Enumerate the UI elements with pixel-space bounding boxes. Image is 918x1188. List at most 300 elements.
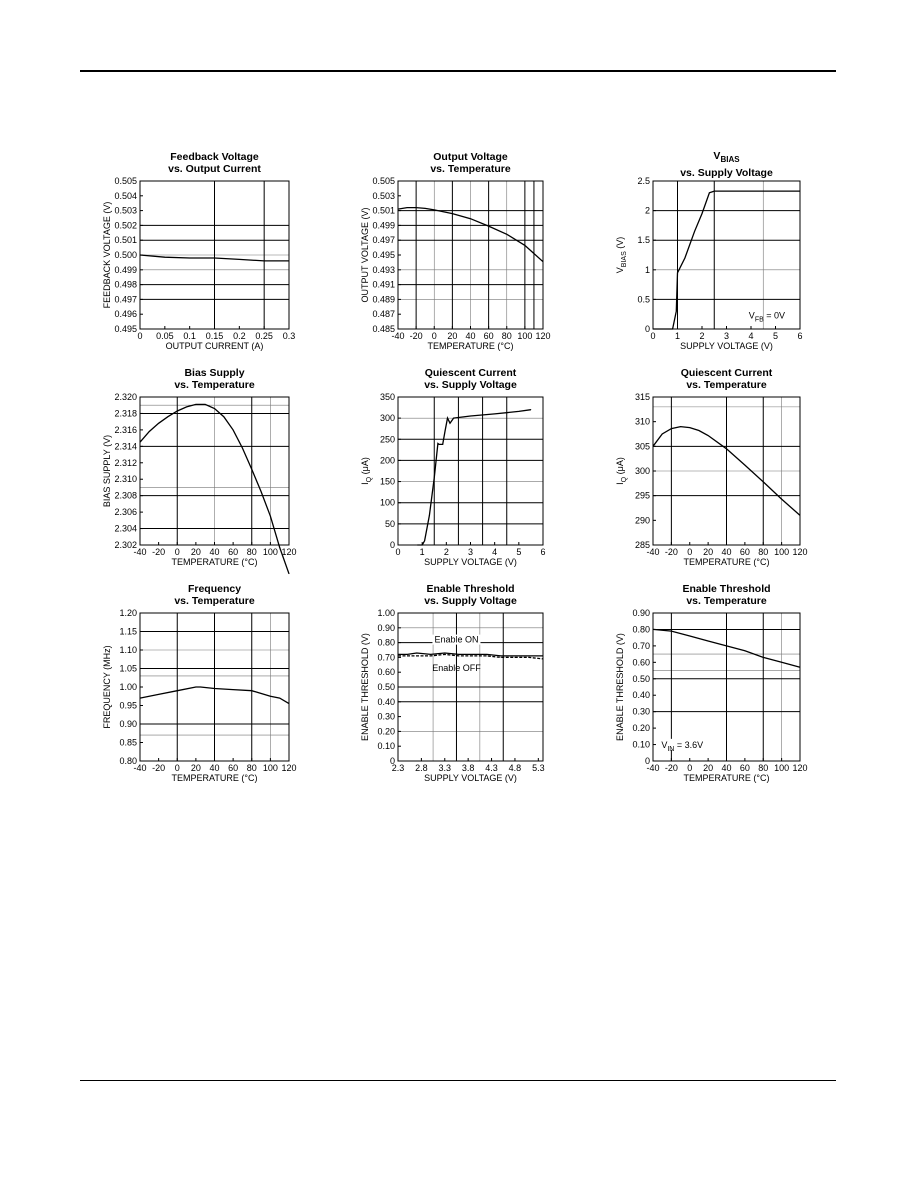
data-point [223, 416, 224, 417]
chart-title [713, 150, 740, 164]
chart-subtitle: vs. Temperature [686, 379, 767, 391]
data-point [653, 446, 654, 447]
chart-annotation-part-0: V [661, 739, 668, 750]
y-tick-label: 300 [379, 413, 395, 424]
x-axis-label: TEMPERATURE (°C) [683, 773, 770, 783]
y-tick-label: 2 [644, 205, 650, 216]
y-tick-label: 0 [389, 540, 395, 550]
data-point [140, 442, 141, 443]
y-axis-label [615, 457, 628, 485]
x-tick-label: 100 [262, 547, 278, 557]
data-point [430, 654, 431, 655]
x-tick-label: 20 [703, 763, 714, 773]
y-axis-label: OUTPUT VOLTAGE (V) [360, 207, 370, 303]
x-tick-label: 0.2 [233, 331, 246, 341]
data-point [264, 261, 265, 262]
data-point [488, 226, 489, 227]
data-point [242, 448, 243, 449]
data-point [434, 209, 435, 210]
data-point [168, 416, 169, 417]
x-tick-label: 100 [262, 763, 278, 773]
data-point [450, 423, 451, 424]
y-axis-label [360, 457, 373, 485]
data-point [442, 444, 443, 445]
data-point [515, 657, 516, 658]
y-tick-label: 2.304 [114, 523, 137, 534]
plot-frame [398, 397, 543, 545]
data-point [653, 329, 654, 330]
data-point [279, 698, 280, 699]
y-axis-label-part-0: I [360, 482, 370, 485]
chart-title: Feedback Voltage [170, 151, 259, 163]
x-tick-label: 0 [137, 331, 143, 341]
chart-subtitle: vs. Output Current [168, 163, 261, 175]
y-axis-label-part-1: BIAS [621, 251, 628, 268]
data-point [708, 641, 709, 642]
chart-en-vs-temp [615, 583, 808, 783]
y-tick-label: 295 [634, 490, 650, 501]
data-point [189, 258, 190, 259]
data-point [177, 690, 178, 691]
y-tick-label: 1.5 [637, 235, 650, 246]
x-tick-label: 5.3 [532, 763, 545, 773]
y-tick-label: 2.316 [114, 424, 137, 435]
x-tick-label: 120 [281, 547, 297, 557]
data-point [671, 428, 672, 429]
chart-annotation-part-0: V [748, 310, 755, 321]
y-tick-label: 0.497 [372, 235, 395, 246]
data-point [444, 654, 445, 655]
y-axis-label-part-2: (V) [615, 236, 625, 252]
y-tick-label: 2.318 [114, 408, 137, 419]
y-axis-label-part-2: (μA) [360, 457, 370, 477]
data-point [214, 258, 215, 259]
x-axis-label: SUPPLY VOLTAGE (V) [424, 773, 517, 783]
x-tick-label: 80 [758, 547, 769, 557]
y-tick-label: 0.40 [377, 696, 395, 707]
y-tick-label: 305 [634, 441, 650, 452]
data-point [270, 696, 271, 697]
y-tick-label: 2.308 [114, 490, 137, 501]
x-tick-label: 20 [190, 763, 201, 773]
chart-iq-vs-temp [615, 367, 808, 567]
x-tick-label: 100 [774, 763, 790, 773]
data-point [529, 656, 530, 657]
data-point [529, 657, 530, 658]
x-tick-label: 40 [465, 331, 476, 341]
x-tick-label: -20 [664, 763, 678, 773]
chart-title-base: V [713, 150, 721, 162]
chart-title: Quiescent Current [424, 367, 517, 379]
x-tick-label: 0 [174, 547, 180, 557]
x-tick-label: -40 [133, 547, 147, 557]
data-point [289, 261, 290, 262]
chart-subtitle: vs. Supply Voltage [424, 595, 517, 607]
x-tick-label: 120 [535, 331, 551, 341]
y-axis-label: ENABLE THRESHOLD (V) [360, 633, 370, 741]
data-point [437, 443, 438, 444]
y-tick-label: 2.306 [114, 507, 137, 518]
y-tick-label: 0.80 [632, 624, 650, 635]
x-tick-label: 0 [687, 763, 693, 773]
data-point [195, 687, 196, 688]
data-point [417, 545, 418, 546]
data-point [781, 662, 782, 663]
x-tick-label: 40 [209, 763, 220, 773]
data-point [233, 689, 234, 690]
data-point [251, 690, 252, 691]
x-tick-label: 5 [772, 331, 779, 341]
x-tick-label: -20 [152, 547, 166, 557]
data-point [694, 231, 695, 232]
data-point [543, 261, 544, 262]
data-point [164, 257, 165, 258]
chart-title: Output Voltage [433, 151, 508, 163]
y-tick-label: 0.495 [372, 250, 395, 260]
data-point [506, 234, 507, 235]
data-point [699, 430, 700, 431]
data-point [214, 688, 215, 689]
data-point [763, 481, 764, 482]
x-tick-label: 60 [228, 763, 239, 773]
data-point [763, 657, 764, 658]
y-axis-label-part-1: Q [366, 476, 373, 483]
data-point [416, 656, 417, 657]
chart-title: Bias Supply [184, 367, 245, 379]
data-point [680, 426, 681, 427]
data-point [398, 654, 399, 655]
y-tick-label: 0 [644, 324, 650, 334]
x-tick-label: 2 [699, 331, 705, 341]
x-tick-label: 0 [650, 331, 656, 341]
y-tick-label: 0 [644, 756, 650, 766]
y-tick-label: 2.5 [637, 176, 650, 186]
x-tick-label: 6 [540, 547, 546, 557]
y-tick-label: 0.60 [377, 667, 395, 678]
y-tick-label: 0.60 [632, 657, 650, 668]
data-point [531, 409, 532, 410]
x-tick-label: -40 [133, 763, 147, 773]
data-point [140, 255, 141, 256]
data-point [205, 404, 206, 405]
data-point [140, 698, 141, 699]
data-point [158, 694, 159, 695]
x-tick-label: 40 [721, 547, 732, 557]
y-tick-label: 2.302 [114, 540, 137, 550]
data-point [726, 448, 727, 449]
y-tick-label: 250 [379, 434, 395, 445]
chart-en-vs-vsupply [360, 583, 545, 783]
y-tick-label: 0.40 [632, 690, 650, 701]
chart-title: Quiescent Current [680, 367, 773, 379]
y-tick-label: 2.320 [114, 392, 137, 402]
data-point [470, 218, 471, 219]
y-tick-label: 1.00 [119, 682, 137, 692]
data-point [671, 631, 672, 632]
x-tick-label: 0.25 [255, 331, 273, 341]
data-point [472, 656, 473, 657]
y-tick-label: 150 [379, 476, 395, 487]
chart-subtitle: vs. Temperature [686, 595, 767, 607]
y-tick-label: 0.90 [377, 622, 395, 633]
y-tick-label: 0.498 [114, 279, 137, 290]
y-tick-label: 0.50 [377, 682, 395, 692]
data-point [251, 469, 252, 470]
x-tick-label: 80 [246, 763, 257, 773]
data-point [472, 654, 473, 655]
data-point [689, 636, 690, 637]
y-tick-label: 0.30 [377, 711, 395, 722]
x-tick-label: 60 [739, 763, 750, 773]
data-point [470, 416, 471, 417]
data-point [452, 213, 453, 214]
x-tick-label: 3.3 [438, 763, 452, 773]
data-point [425, 208, 426, 209]
x-tick-label: 100 [517, 331, 533, 341]
x-tick-label: 60 [739, 547, 750, 557]
data-point [453, 418, 454, 419]
data-point [289, 703, 290, 704]
x-axis-label: SUPPLY VOLTAGE (V) [424, 557, 517, 567]
y-tick-label: 0.491 [372, 279, 395, 290]
x-tick-label: 120 [792, 547, 808, 557]
data-point [200, 687, 201, 688]
chart-annotation-part-2: = 3.6V [674, 739, 704, 750]
x-tick-label: 0 [395, 547, 401, 557]
data-point [434, 477, 435, 478]
y-tick-label: 0.504 [114, 190, 137, 201]
y-tick-label: 50 [384, 518, 395, 529]
y-tick-label: 1.00 [377, 608, 395, 618]
y-axis-label [615, 237, 628, 273]
x-tick-label: 0 [174, 763, 180, 773]
data-point [486, 654, 487, 655]
x-axis-label: SUPPLY VOLTAGE (V) [680, 341, 773, 351]
data-point [543, 658, 544, 659]
y-tick-label: 0.502 [114, 220, 137, 231]
y-tick-label: 300 [634, 466, 650, 476]
x-axis-label: OUTPUT CURRENT (A) [165, 341, 264, 351]
y-tick-label: 315 [634, 392, 650, 402]
series-label-enable-off: Enable OFF [432, 663, 481, 674]
data-point [800, 667, 801, 668]
x-tick-label: 0.1 [183, 331, 196, 341]
x-tick-label: -40 [646, 763, 660, 773]
y-axis-label: FREQUENCY (MHz) [102, 645, 112, 729]
y-tick-label: 0.499 [114, 264, 137, 275]
x-tick-label: 3 [467, 547, 474, 557]
data-point [398, 209, 399, 210]
y-tick-label: 1.05 [119, 663, 137, 674]
data-point [744, 650, 745, 651]
data-point [458, 654, 459, 655]
chart-subtitle: vs. Temperature [430, 163, 511, 175]
data-point [430, 656, 431, 657]
chart-freq-vs-temp [102, 583, 297, 783]
chart-subtitle: vs. Supply Voltage [680, 167, 773, 179]
x-tick-label: 1 [419, 547, 425, 557]
y-tick-label: 0.80 [377, 637, 395, 648]
y-tick-label: 0.496 [114, 309, 137, 320]
y-tick-label: 1.15 [119, 626, 137, 637]
x-tick-label: -20 [152, 763, 166, 773]
chart-subtitle: vs. Supply Voltage [424, 379, 517, 391]
x-axis-label: TEMPERATURE (°C) [171, 557, 258, 567]
x-tick-label: 4.8 [508, 763, 522, 773]
y-axis-label: ENABLE THRESHOLD (V) [615, 633, 625, 741]
x-tick-label: 6 [797, 331, 803, 341]
data-point [494, 414, 495, 415]
y-tick-label: 2.312 [114, 457, 137, 468]
y-tick-label: 0.20 [377, 726, 395, 737]
y-axis-label-part-2: (μA) [615, 457, 625, 477]
x-tick-label: -40 [391, 331, 405, 341]
series-line-0 [653, 191, 800, 329]
data-point [195, 404, 196, 405]
x-tick-label: 100 [774, 547, 790, 557]
data-point [407, 656, 408, 657]
x-tick-label: 0.05 [156, 331, 174, 341]
y-tick-label: 0.20 [632, 723, 650, 734]
y-tick-label: 200 [379, 455, 395, 466]
y-tick-label: 0.50 [632, 673, 650, 684]
data-point [501, 656, 502, 657]
x-tick-label: 40 [209, 547, 220, 557]
y-axis-label-part-0: I [615, 482, 625, 485]
y-tick-label: 0.500 [114, 250, 137, 260]
x-tick-label: 4.3 [485, 763, 498, 773]
x-tick-label: 5 [516, 547, 522, 557]
series-label-enable-on: Enable ON [434, 634, 479, 645]
y-tick-label: 0.495 [114, 324, 137, 334]
y-axis-label: BIAS SUPPLY (V) [102, 434, 112, 508]
data-point [486, 656, 487, 657]
y-tick-label: 0.90 [632, 608, 650, 618]
data-point [177, 411, 178, 412]
x-tick-label: 0 [687, 547, 693, 557]
y-tick-label: 0.503 [114, 205, 137, 216]
y-tick-label: 1 [644, 264, 650, 275]
chart-annotation-part-1: FB [754, 316, 764, 324]
x-tick-label: 2.8 [415, 763, 428, 773]
plot-frame [653, 181, 800, 329]
y-tick-label: 0.80 [119, 756, 137, 766]
data-point [429, 515, 430, 516]
y-axis-label: FEEDBACK VOLTAGE (V) [102, 201, 112, 309]
data-point [158, 423, 159, 424]
data-point [543, 656, 544, 657]
data-point [501, 657, 502, 658]
data-point [407, 654, 408, 655]
data-point [289, 573, 290, 574]
y-tick-label: 0.501 [372, 205, 395, 216]
data-point [424, 540, 425, 541]
data-point [709, 192, 710, 193]
data-point [407, 207, 408, 208]
data-point [534, 253, 535, 254]
x-tick-label: 0 [431, 331, 437, 341]
chart-title-sub: BIAS [720, 155, 740, 164]
data-point [744, 465, 745, 466]
y-tick-label: 1.20 [119, 608, 137, 618]
x-tick-label: 4 [492, 547, 498, 557]
y-axis-label-part-0: V [615, 267, 625, 274]
data-point [279, 547, 280, 548]
y-tick-label: 1.10 [119, 645, 137, 655]
x-tick-label: 0.15 [205, 331, 224, 341]
data-point [708, 435, 709, 436]
chart-subtitle: vs. Temperature [174, 379, 255, 391]
x-tick-label: 3 [723, 331, 730, 341]
y-tick-label: 0.70 [632, 640, 650, 651]
data-point [662, 434, 663, 435]
x-tick-label: -20 [664, 547, 678, 557]
data-point [186, 406, 187, 407]
x-tick-label: 40 [721, 763, 732, 773]
x-tick-label: 20 [703, 547, 714, 557]
x-tick-label: 60 [483, 331, 494, 341]
y-tick-label: 2.314 [114, 441, 137, 452]
data-point [672, 329, 673, 330]
x-tick-label: 20 [190, 547, 201, 557]
data-point [239, 259, 240, 260]
y-tick-label: 0.10 [377, 741, 395, 752]
x-tick-label: 60 [228, 547, 239, 557]
y-tick-label: 0.85 [119, 737, 137, 748]
series-line-1 [398, 654, 543, 659]
chart-vbias-vs-vsupply [615, 150, 803, 351]
chart-title: Frequency [187, 583, 242, 595]
y-tick-label: 0.505 [114, 176, 137, 186]
data-point [398, 656, 399, 657]
data-point [149, 431, 150, 432]
data-point [518, 411, 519, 412]
data-point [447, 418, 448, 419]
chart-bias-vs-temp [102, 367, 297, 574]
data-point [653, 629, 654, 630]
chart-annotation-part-1: IN [667, 745, 675, 753]
x-tick-label: -40 [646, 547, 660, 557]
y-tick-label: 0.489 [372, 294, 395, 305]
y-axis-label-part-1: Q [621, 476, 628, 483]
data-point [781, 499, 782, 500]
y-tick-label: 0.70 [377, 652, 395, 663]
data-point [416, 653, 417, 654]
y-tick-label: 0 [389, 756, 395, 766]
x-axis-label: TEMPERATURE (°C) [683, 557, 770, 567]
y-tick-label: 0.487 [372, 309, 395, 320]
y-tick-label: 285 [634, 540, 650, 550]
data-point [689, 427, 690, 428]
data-point [524, 245, 525, 246]
x-tick-label: 80 [501, 331, 512, 341]
data-point [676, 311, 677, 312]
y-tick-label: 350 [379, 392, 395, 402]
chart-fb-vs-iout [102, 151, 295, 351]
x-tick-label: 20 [447, 331, 458, 341]
data-point [444, 653, 445, 654]
data-point [515, 656, 516, 657]
y-tick-label: 0.485 [372, 324, 395, 334]
data-point [439, 444, 440, 445]
data-point [800, 515, 801, 516]
data-point [677, 272, 678, 273]
y-tick-label: 0.10 [632, 739, 650, 750]
data-point [233, 429, 234, 430]
data-point [702, 213, 703, 214]
x-tick-label: 0.3 [282, 331, 296, 341]
y-tick-label: 0.493 [372, 264, 395, 275]
